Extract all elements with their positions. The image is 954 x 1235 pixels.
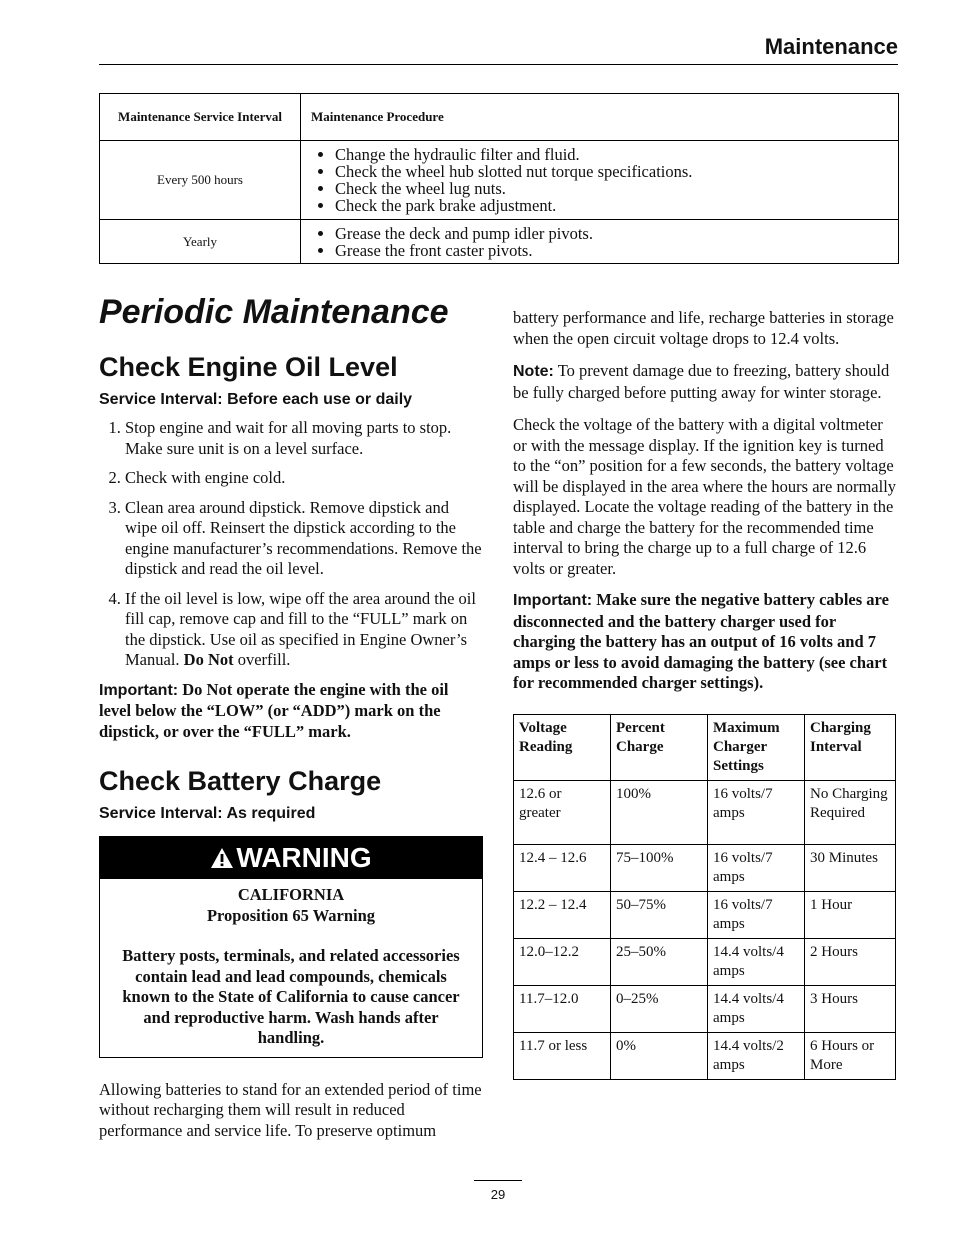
battery-important-note	[513, 590, 899, 694]
left-column	[99, 290, 484, 1141]
battery-section-title: Check Battery Charge	[99, 766, 382, 796]
table-row	[514, 780, 896, 844]
list-item: • Check the wheel lug nuts.	[335, 180, 888, 197]
table-header-row	[100, 94, 899, 141]
table-cell	[301, 141, 899, 220]
battery-paragraph-1-continued: battery performance and life, recharge batteries in storage when the open circuit voltage drops to 12.4 volts.	[513, 308, 894, 348]
table-header-cell: Charging Interval	[805, 714, 896, 780]
oil-important-note	[99, 680, 484, 743]
step4-bold: Do Not	[183, 650, 234, 669]
note-label: Note:	[513, 363, 554, 380]
table-cell: 12.6 or greater	[514, 780, 611, 844]
list-item: • Grease the front caster pivots.	[335, 242, 888, 259]
table-cell: 14.4 volts/2 amps	[708, 1032, 805, 1079]
table-cell: 3 Hours	[805, 985, 896, 1032]
important-label: Important:	[513, 592, 593, 609]
warning-line-2: Proposition 65 Warning	[206, 905, 376, 925]
list-item: • Check the wheel hub slotted nut torque specifications.	[335, 163, 888, 180]
oil-service-interval: Service Interval: Before each use or daily	[99, 391, 413, 408]
table-cell: 30 Minutes	[805, 844, 896, 891]
important-text: Do Not operate the engine with the oil level below the “LOW” (or “ADD”) mark on the dipstick, or over the “FULL” mark.	[99, 679, 449, 741]
table-header-cell: Percent Charge	[611, 714, 708, 780]
table-cell	[301, 220, 899, 264]
warning-line-1: CALIFORNIA	[237, 885, 345, 904]
list-item: • Check the park brake adjustment.	[335, 197, 888, 214]
table-cell: 12.4 – 12.6	[514, 844, 611, 891]
warning-header	[100, 837, 482, 879]
table-cell: 0–25%	[611, 985, 708, 1032]
maintenance-schedule-table	[99, 93, 899, 264]
table-cell: 50–75%	[611, 891, 708, 938]
table-row	[100, 220, 899, 264]
table-cell: 12.0–12.2	[514, 938, 611, 985]
table-cell: 2 Hours	[805, 938, 896, 985]
table-cell: 100%	[611, 780, 708, 844]
table-cell: No Charging Required	[805, 780, 896, 844]
table-cell: 16 volts/7 amps	[708, 844, 805, 891]
step4-text: If the oil level is low, wipe off the area around the oil fill cap, remove cap and fill to the “FULL” mark on the dipstick. Use oil as specified in Engine Owner’s Manual.	[125, 588, 476, 669]
list-item: 2. Check with engine cold.	[125, 468, 484, 489]
table-header-cell: Maintenance Service Interval	[100, 94, 301, 141]
table-cell: 12.2 – 12.4	[514, 891, 611, 938]
table-row	[100, 141, 899, 220]
table-cell: 1 Hour	[805, 891, 896, 938]
list-item: • Change the hydraulic filter and fluid.	[335, 146, 888, 163]
table-cell: 11.7 or less	[514, 1032, 611, 1079]
table-cell: 75–100%	[611, 844, 708, 891]
table-row	[514, 844, 896, 891]
warning-triangle-icon	[210, 847, 234, 869]
table-cell: 16 volts/7 amps	[708, 891, 805, 938]
table-cell: 25–50%	[611, 938, 708, 985]
note-text: To prevent damage due to freezing, battery should be fully charged before putting away for winter storage.	[513, 361, 890, 402]
table-cell: 6 Hours or More	[805, 1032, 896, 1079]
page-title: Periodic Maintenance	[99, 293, 449, 331]
table-cell: 16 volts/7 amps	[708, 780, 805, 844]
table-header-cell: Maximum Charger Settings	[708, 714, 805, 780]
table-row	[514, 985, 896, 1032]
list-item: 3. Clean area around dipstick. Remove dipstick and wipe oil off. Reinsert the dipstick according to the engine manufacturer’s recommendations. Remove the dipstick and read the oil level.	[125, 498, 484, 580]
table-cell: Yearly	[100, 220, 301, 264]
table-cell: 14.4 volts/4 amps	[708, 985, 805, 1032]
table-row	[514, 891, 896, 938]
list-item: • Grease the deck and pump idler pivots.	[335, 225, 888, 242]
table-row	[514, 1032, 896, 1079]
oil-section-title: Check Engine Oil Level	[99, 352, 398, 382]
table-header-row	[514, 714, 896, 780]
table-header-cell: Maintenance Procedure	[301, 94, 899, 141]
list-item	[125, 589, 484, 671]
table-row	[514, 938, 896, 985]
list-item: 1. Stop engine and wait for all moving parts to stop. Make sure unit is on a level surface.	[125, 418, 484, 459]
right-column	[513, 308, 899, 1080]
step4-tail: overfill.	[233, 650, 291, 669]
table-cell: Every 500 hours	[100, 141, 301, 220]
warning-title: WARNING	[236, 842, 372, 873]
warning-body	[100, 879, 482, 1057]
important-label: Important:	[99, 681, 179, 699]
table-header-cell: Voltage Reading	[514, 714, 611, 780]
battery-note	[513, 361, 899, 403]
warning-box	[99, 836, 483, 1058]
header-rule	[99, 64, 898, 65]
table-cell: 11.7–12.0	[514, 985, 611, 1032]
battery-paragraph-1: Allowing batteries to stand for an extended period of time without recharging them will result in reduced performance and service life. To preserve optimum	[99, 1079, 482, 1140]
battery-service-interval: Service Interval: As required	[99, 805, 316, 822]
battery-paragraph-2: Check the voltage of the battery with a digital voltmeter or with the message display. If the ignition key is turned to the “on” position for a few seconds, the battery voltage will be displayed in the area where the hours are normally displayed. Locate the voltage reading of the battery in the table and charge the battery for the recommended time interval to bring the charge up to a full charge of 12.6 volts or greater.	[513, 415, 897, 578]
important-text: Make sure the negative battery cables are disconnected and the battery charger used for charging the battery has an output of 16 volts and 7 amps or less to avoid damaging the battery (see chart for recommended charger settings).	[513, 590, 889, 692]
warning-text: Battery posts, terminals, and related accessories contain lead and lead compounds, chemicals known to the State of California to cause cancer and reproductive harm. Wash hands after handling.	[122, 946, 460, 1047]
table-cell: 14.4 volts/4 amps	[708, 938, 805, 985]
page-number: 29	[474, 1180, 522, 1202]
battery-charge-table	[513, 714, 896, 1080]
oil-steps-list	[99, 418, 484, 671]
section-header-title: Maintenance	[764, 34, 898, 59]
table-cell: 0%	[611, 1032, 708, 1079]
